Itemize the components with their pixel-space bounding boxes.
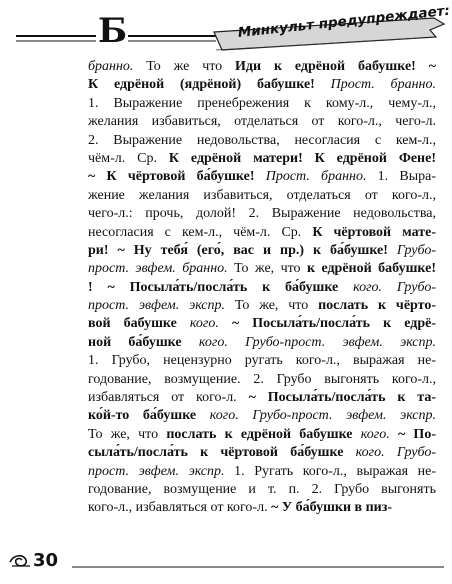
text-segment: кого. Грубо-прост. эвфем. экспр. <box>196 408 436 424</box>
text-line <box>88 499 436 517</box>
text-segment: кого. <box>176 316 219 332</box>
text-segment: ной ба́бушке <box>88 334 182 350</box>
text-segment: То же, что <box>227 261 307 277</box>
text-segment: послать к чёрто- <box>318 298 436 314</box>
text-segment: То же что <box>133 59 236 74</box>
text-segment: К чёртовой мате- <box>312 224 436 240</box>
text-segment: кого. <box>352 426 390 442</box>
page-footer <box>0 546 452 576</box>
text-segment: К едрёной (ядрёной) бабушке! <box>88 77 315 93</box>
text-segment: Прост. бранно. <box>330 77 436 93</box>
text-segment: кого. Грубо- <box>343 445 436 461</box>
swirl-icon <box>10 556 26 566</box>
text-segment: 2. Выражение недовольства, несогласия с кем-л., <box>88 132 436 148</box>
text-segment: ~ Посыла́ть/посла́ть к та- <box>248 390 436 406</box>
text-segment: годование, возмущение и т. п. 2. Грубо выгонять <box>88 481 436 497</box>
text-segment: 1. Выражение пренебрежения к кому-л., чему-л., <box>88 95 436 111</box>
text-line <box>88 426 436 444</box>
page-header <box>16 2 451 56</box>
footer-ornament <box>8 546 444 576</box>
text-segment: прост. эвфем. бранно. <box>88 261 228 277</box>
text-segment: Иди к едрёной бабушке! ~ <box>235 59 436 74</box>
text-segment: ~ По- <box>389 426 436 442</box>
text-segment: ко́й-то ба́бушке <box>88 408 197 424</box>
text-segment: бранно. <box>88 59 134 74</box>
text-segment: прост. эвфем. экспр. <box>88 463 225 479</box>
text-segment: То же, что <box>225 298 319 314</box>
text-line <box>88 242 436 260</box>
text-segment: К едрёной матери! К едрёной Фене! <box>168 150 436 166</box>
text-segment: ри! ~ Ну тебя́ (его́, вас и пр.) к ба́бушке! <box>88 242 388 258</box>
text-segment: чего-л.: прочь, долой! 2. Выражение недовольства, <box>88 206 436 222</box>
text-line <box>88 407 436 425</box>
text-segment: Грубо- <box>387 242 436 258</box>
text-line <box>88 389 436 407</box>
text-line <box>88 113 436 131</box>
text-segment: кого. Грубо- <box>338 279 436 295</box>
text-segment: несогласия с кем-л., чём-л. Ср. <box>88 224 313 240</box>
text-line <box>88 132 436 150</box>
text-segment: То же, что <box>88 426 167 442</box>
running-title: Минкульт предупреждает: <box>237 2 451 41</box>
dictionary-text <box>88 58 436 546</box>
text-line <box>88 352 436 370</box>
text-line <box>88 187 436 205</box>
text-segment: жение желания избавиться, отделаться от кого-л., <box>88 187 436 203</box>
text-segment: ~ К чёртовой ба́бушке! <box>88 169 255 185</box>
text-segment: 1. Грубо, нецензурно ругать кого-л., выражая не- <box>88 353 436 369</box>
text-segment: сыла́ть/посла́ть к чёртовой ба́бушке <box>88 445 344 461</box>
text-line <box>88 205 436 223</box>
text-segment: ~ У ба́бушки в пиз- <box>271 500 393 516</box>
text-line <box>88 224 436 242</box>
text-segment: годование, возмущение. 2. Грубо выгонять кого-л., <box>88 371 436 387</box>
section-letter: Б <box>98 11 128 51</box>
text-segment: кого-л., избавляться от кого-л. <box>88 500 272 516</box>
text-segment: вой бабушке <box>88 316 177 332</box>
text-line <box>88 481 436 499</box>
text-segment: к едрёной бабушке! <box>306 261 436 277</box>
text-line <box>88 334 436 352</box>
text-segment: чём-л. Ср. <box>88 150 169 166</box>
text-segment: кого. Грубо-прост. эвфем. экспр. <box>181 334 436 350</box>
text-line <box>88 444 436 462</box>
text-segment: ~ Посыла́ть/посла́ть к едрё- <box>218 316 436 332</box>
text-line <box>88 371 436 389</box>
text-line <box>88 150 436 168</box>
text-line <box>88 260 436 278</box>
text-segment: 1. Ругать кого-л., выражая не- <box>224 463 436 479</box>
text-segment <box>255 169 266 184</box>
text-line <box>88 279 436 297</box>
text-segment: ! ~ Посыла́ть/посла́ть к ба́бушке <box>88 279 339 295</box>
text-line <box>88 95 436 113</box>
text-segment: желания избавиться, отделаться от кого-л., чего-л. <box>88 114 436 130</box>
text-line <box>88 315 436 333</box>
text-line <box>88 168 436 186</box>
text-line <box>88 58 436 76</box>
text-segment: прост. эвфем. экспр. <box>88 298 225 314</box>
text-line <box>88 76 436 94</box>
text-segment: избавляться от кого-л. <box>88 390 249 406</box>
text-segment <box>315 77 331 92</box>
text-segment: 1. Выра- <box>366 169 436 185</box>
text-segment: послать к едрёной бабушке <box>166 426 353 442</box>
text-segment: Прост. бранно. <box>265 169 367 185</box>
text-line <box>88 463 436 481</box>
page-number: 30 <box>33 550 59 571</box>
text-line <box>88 297 436 315</box>
